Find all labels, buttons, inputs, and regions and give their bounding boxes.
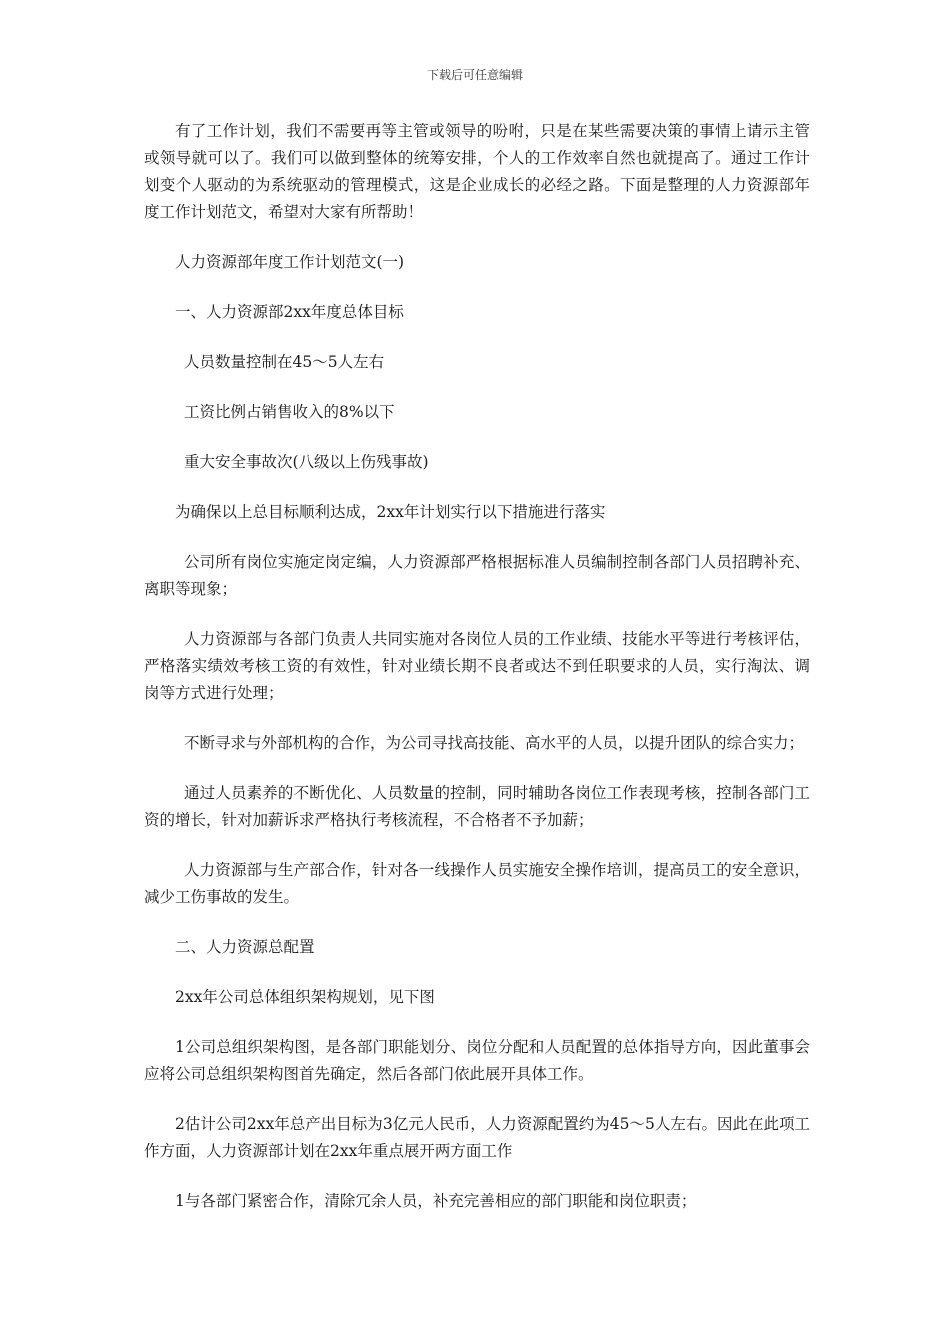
goal-item: 人员数量控制在45～5人左右 bbox=[184, 353, 385, 371]
measure-paragraph: 人力资源部与生产部合作，针对各一线操作人员实施安全操作培训，提高员工的安全意识，减少工伤事故的发生。 bbox=[144, 861, 810, 906]
intro-paragraph: 有了工作计划，我们不需要再等主管或领导的吩咐，只是在某些需要决策的事情上请示主管或领导就可以了。我们可以做到整体的统筹安排，个人的工作效率自然也就提高了。通过工作计划变个人驱动的为系统驱动的管理模式，这是企业成长的必经之路。下面是整理的人力资源部年度工作计划范文，希望对大家有所帮助！ bbox=[144, 122, 810, 221]
measure-paragraph: 人力资源部与各部门负责人共同实施对各岗位人员的工作业绩、技能水平等进行考核评估，严格落实绩效考核工资的有效性，针对业绩长期不良者或达不到任职要求的人员，实行淘汰、调岗等方式进行处理； bbox=[144, 630, 810, 702]
numbered-paragraph: 2估计公司2xx年总产出目标为3亿元人民币，人力资源配置约为45～5人左右。因此在此项工作方面，人力资源部计划在2xx年重点展开两方面工作 bbox=[144, 1115, 810, 1160]
measure-paragraph: 通过人员素养的不断优化、人员数量的控制，同时辅助各岗位工作表现考核，控制各部门工资的增长，针对加薪诉求严格执行考核流程，不合格者不予加薪； bbox=[144, 784, 810, 829]
measure-paragraph: 不断寻求与外部机构的合作，为公司寻找高技能、高水平的人员，以提升团队的综合实力； bbox=[184, 734, 805, 752]
document-title: 人力资源部年度工作计划范文(一) bbox=[175, 253, 405, 271]
page-header-note: 下载后可任意编辑 bbox=[426, 68, 523, 82]
plan-paragraph: 2xx年公司总体组织架构规划，见下图 bbox=[175, 988, 435, 1006]
section-heading-1: 一、人力资源部2xx年度总体目标 bbox=[175, 303, 404, 321]
measures-intro: 为确保以上总目标顺利达成，2xx年计划实行以下措施进行落实 bbox=[175, 503, 606, 521]
goal-item: 重大安全事故次(八级以上伤残事故) bbox=[184, 453, 429, 471]
section-heading-2: 二、人力资源总配置 bbox=[175, 938, 315, 956]
document-body bbox=[144, 118, 810, 1215]
measure-paragraph: 公司所有岗位实施定岗定编，人力资源部严格根据标准人员编制控制各部门人员招聘补充、离职等现象； bbox=[144, 553, 810, 598]
numbered-paragraph: 1公司总组织架构图，是各部门职能划分、岗位分配和人员配置的总体指导方向，因此董事会应将公司总组织架构图首先确定，然后各部门依此展开具体工作。 bbox=[144, 1038, 810, 1083]
goal-item: 工资比例占销售收入的8%以下 bbox=[184, 403, 395, 421]
numbered-paragraph: 1与各部门紧密合作，清除冗余人员，补充完善相应的部门职能和岗位职责； bbox=[175, 1192, 697, 1210]
